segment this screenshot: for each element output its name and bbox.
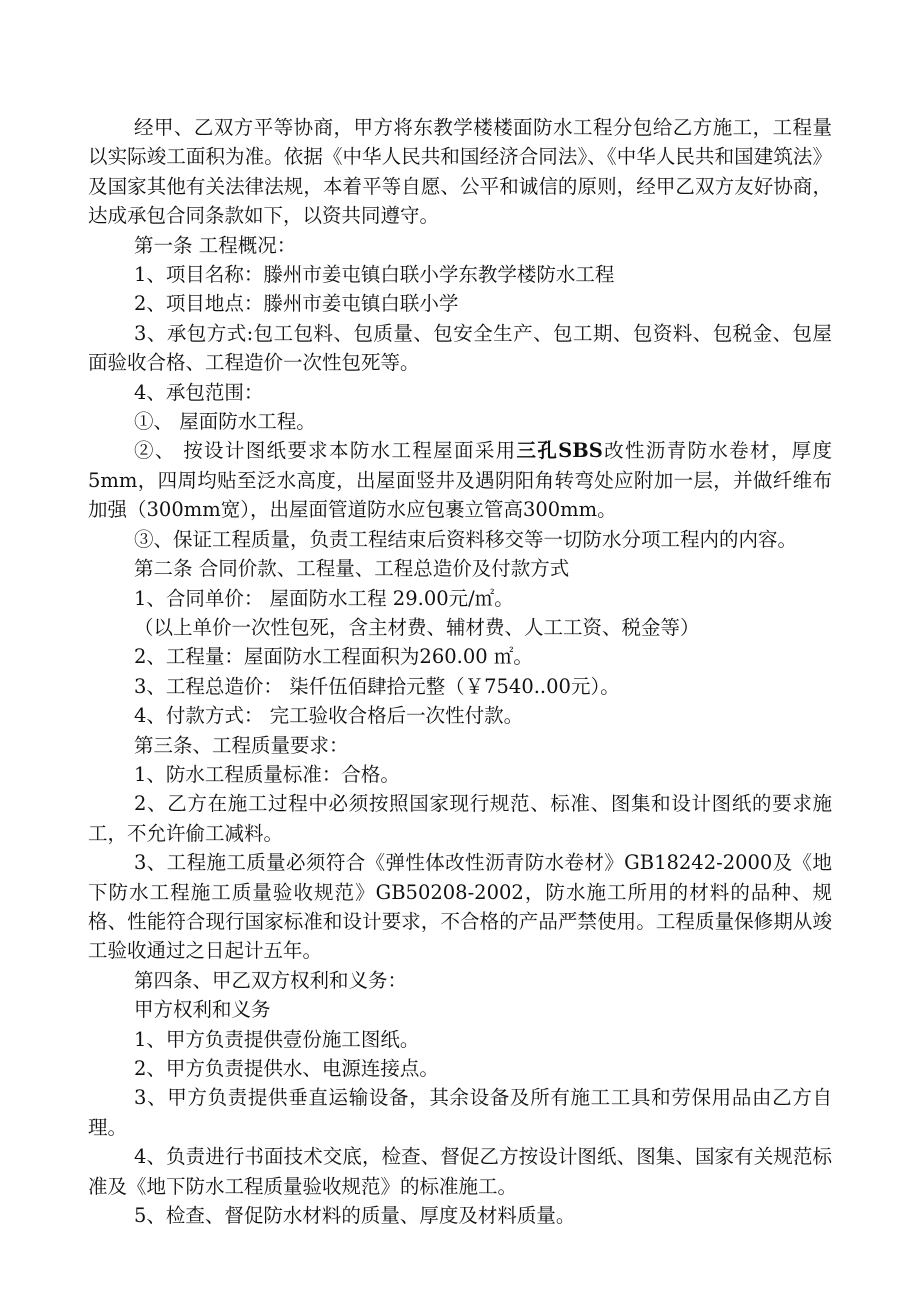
article-2-item-1: 1、合同单价： 屋面防水工程 29.00元/㎡。 [134,586,514,610]
article-4-subtitle: 甲方权利和义务 [134,998,271,1022]
article-4-item-3: 3、甲方负责提供垂直运输设备，其余设备及所有施工工具和劳保用品由乙方自理。 [88,1086,832,1139]
article-3-title: 第三条、工程质量要求： [134,733,349,757]
article-3-item-1: 1、防水工程质量标准：合格。 [134,762,400,786]
article-3-item-3: 3、工程施工质量必须符合《弹性体改性沥青防水卷材》GB18242-2000及《地下防水工程施工质量验收规范》GB50208-2002，防水施工所用的材料的品种、规格、性能符合现行国家标准和设计要求，不合格的产品严禁使用。工程质量保修期从竣工验收通过之日起计五年。 [88,851,832,963]
article-1-title: 第一条 工程概况： [134,233,297,257]
article-4-title: 第四条、甲乙双方权利和义务： [134,968,408,992]
article-2-title: 第二条 合同价款、工程量、工程总造价及付款方式 [134,557,570,581]
article-2-note: （以上单价一次性包死，含主材费、辅材费、人工工资、税金等） [134,615,700,639]
article-1-sub-2 [88,436,832,524]
article-1-sub-1: ①、 屋面防水工程。 [134,410,316,434]
sub-2-text-post: 改性沥青防水卷材，厚度5mm，四周均贴至泛水高度，出屋面竖井及遇阴阳角转弯处应附加一层，并做纤维布加强（300mm宽），出屋面管道防水应包裹立管高300mm。 [88,439,832,522]
article-1-item-1: 1、项目名称：滕州市姜屯镇白联小学东教学楼防水工程 [134,263,615,287]
article-4-item-4: 4、负责进行书面技术交底，检查、督促乙方按设计图纸、图集、国家有关规范标准及《地下防水工程质量验收规范》的标准施工。 [88,1145,832,1198]
article-1-item-2: 2、项目地点：滕州市姜屯镇白联小学 [134,292,459,316]
article-2-item-4: 4、付款方式： 完工验收合格后一次性付款。 [134,704,524,728]
article-2-item-2: 2、工程量：屋面防水工程面积为260.00 ㎡。 [134,645,533,669]
article-4-item-1: 1、甲方负责提供壹份施工图纸。 [134,1027,420,1051]
article-4-item-2: 2、甲方负责提供水、电源连接点。 [134,1057,439,1080]
article-3-item-2: 2、乙方在施工过程中必须按照国家现行规范、标准、图集和设计图纸的要求施工，不允许偷工减料。 [88,792,832,845]
article-1-item-4: 4、承包范围： [134,380,264,404]
sub-2-material-bold: 三孔SBS [516,439,603,463]
article-4-item-5: 5、检查、督促防水材料的质量、厚度及材料质量。 [134,1204,576,1228]
contract-body [88,113,832,1230]
article-2-item-3: 3、工程总造价： 柒仟伍佰肆拾元整（￥7540..00元）。 [134,674,620,698]
article-1-item-3: 3、承包方式:包工包料、包质量、包安全生产、包工期、包资料、包税金、包屋面验收合格、工程造价一次性包死等。 [88,321,832,375]
intro-paragraph: 经甲、乙双方平等协商，甲方将东教学楼楼面防水工程分包给乙方施工，工程量以实际竣工面积为准。依据《中华人民共和国经济合同法》、《中华人民共和国建筑法》及国家其他有关法律法规，本着平等自愿、公平和诚信的原则，经甲乙双方友好协商，达成承包合同条款如下，以资共同遵守。 [88,116,832,228]
article-1-sub-3: ③、保证工程质量，负责工程结束后资料移交等一切防水分项工程内的内容。 [134,527,798,551]
sub-2-text-pre: ②、 按设计图纸要求本防水工程屋面采用 [134,439,517,463]
